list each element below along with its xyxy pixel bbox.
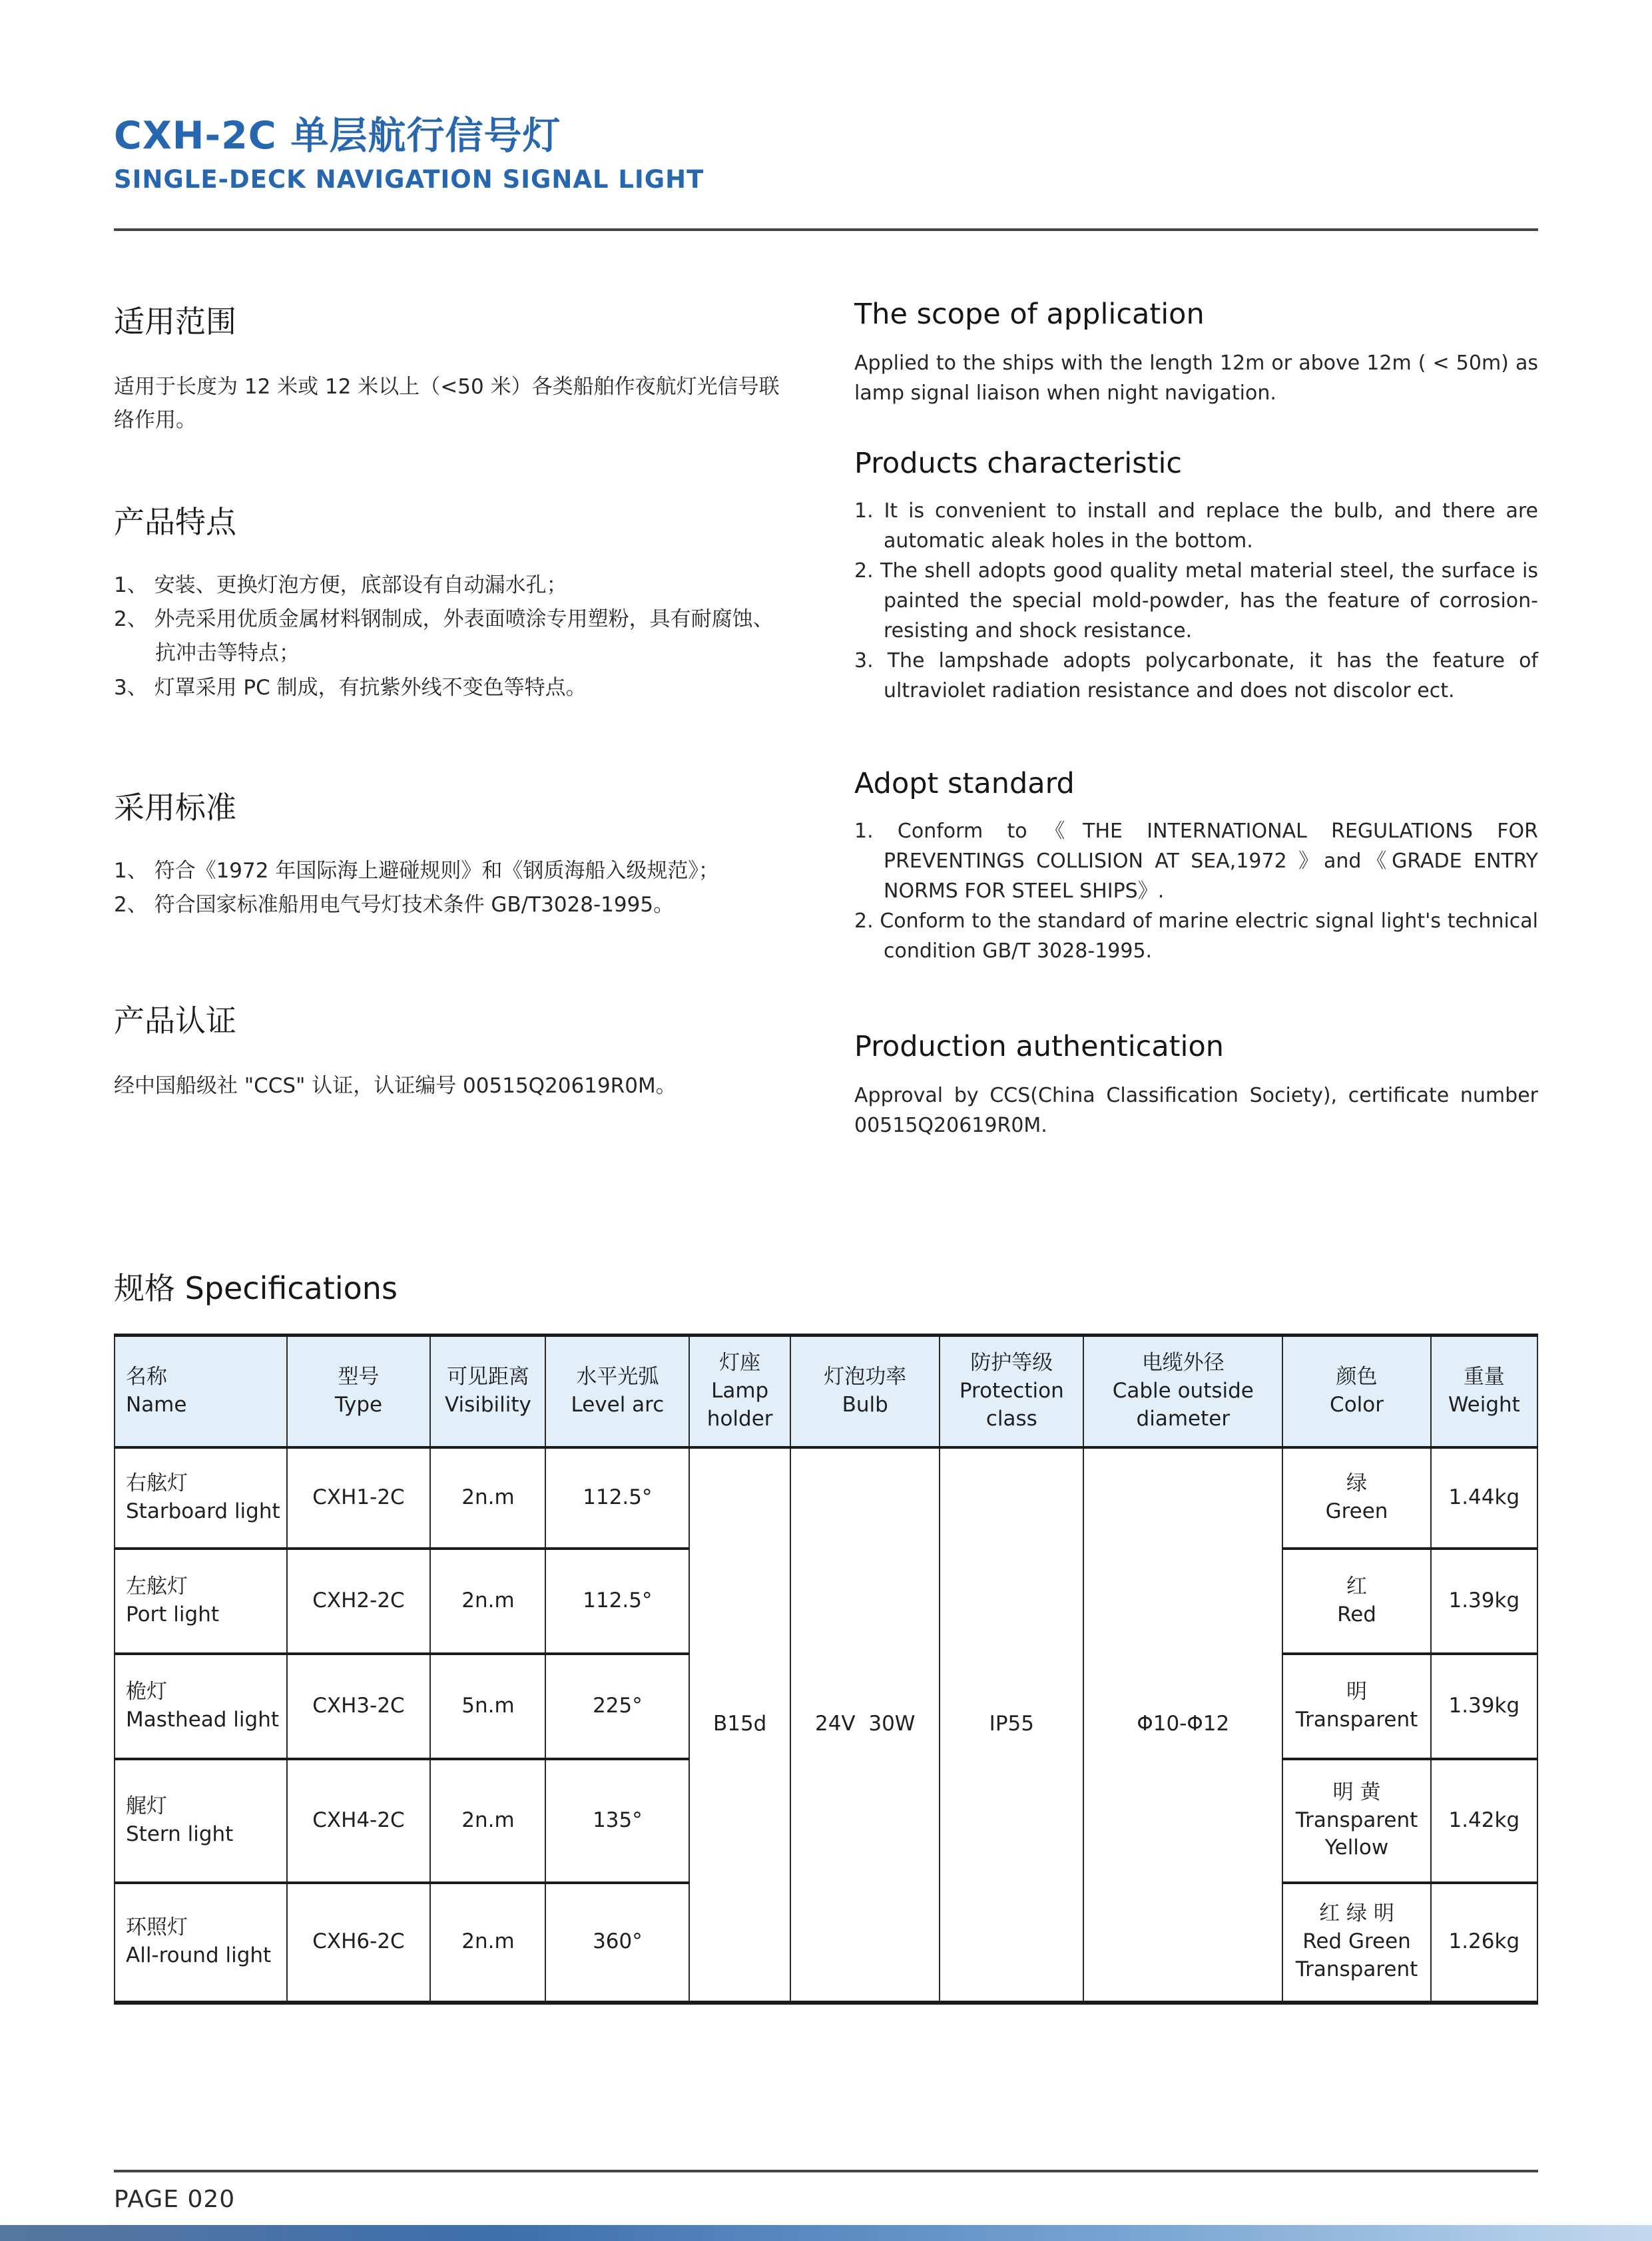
cell-cable-diameter-merged: Φ10-Φ12 <box>1083 1447 1282 2003</box>
col-header-bulb: 灯泡功率 Bulb <box>790 1336 940 1447</box>
cell-name: 环照灯 All-round light <box>115 1883 287 2003</box>
scope-heading-cn: 适用范围 <box>114 304 236 340</box>
auth-heading-en: Production authentication <box>854 1030 1225 1063</box>
cell-type: CXH4-2C <box>287 1759 431 1883</box>
cell-level-arc: 112.5° <box>545 1549 689 1654</box>
cell-level-arc: 225° <box>545 1654 689 1759</box>
cell-weight: 1.42kg <box>1431 1759 1537 1883</box>
cell-color: 绿 Green <box>1282 1447 1430 1549</box>
chinese-column <box>114 298 785 1140</box>
scope-body-en: Applied to the ships with the length 12m or above 12m ( < 50m) as lamp signal liaison when night navigation. <box>854 352 1538 405</box>
col-header-name: 名称 Name <box>115 1336 287 1447</box>
table-header-row <box>115 1336 1537 1447</box>
features-list-cn <box>114 569 785 705</box>
list-item: 2. Conform to the standard of marine electric signal light's technical condition GB/T 3028-1995. <box>854 909 1538 963</box>
list-item: 2、 符合国家标准船用电气号灯技术条件 GB/T3028-1995。 <box>114 892 675 917</box>
list-item: 3、 灯罩采用 PC 制成，有抗紫外线不变色等特点。 <box>114 675 587 700</box>
page-title: CXH-2C 单层航行信号灯 <box>114 114 561 158</box>
cell-type: CXH3-2C <box>287 1654 431 1759</box>
english-column <box>854 298 1538 1140</box>
section-specifications <box>114 1264 1538 2005</box>
features-list-en <box>854 496 1538 706</box>
scope-body-cn: 适用于长度为 12 米或 12 米以上（<50 米）各类船舶作夜航灯光信号联络作用。 <box>114 375 780 432</box>
col-header-color: 颜色 Color <box>1282 1336 1430 1447</box>
col-header-weight: 重量 Weight <box>1431 1336 1537 1447</box>
list-item: 1、 符合《1972 年国际海上避碰规则》和《钢质海船入级规范》； <box>114 858 719 883</box>
page-number-label: PAGE 020 <box>114 2185 236 2213</box>
cell-color: 红 Red <box>1282 1549 1430 1654</box>
features-heading-en: Products characteristic <box>854 447 1183 480</box>
col-header-visibility: 可见距离 Visibility <box>430 1336 545 1447</box>
features-heading-cn: 产品特点 <box>114 504 236 541</box>
header-divider <box>114 228 1538 231</box>
page-subtitle: SINGLE-DECK NAVIGATION SIGNAL LIGHT <box>114 165 704 194</box>
spec-row-starboard-light <box>115 1447 1537 1549</box>
cell-level-arc: 135° <box>545 1759 689 1883</box>
section-auth-en <box>854 1030 1538 1140</box>
standard-list-en <box>854 816 1538 966</box>
cell-name: 右舷灯 Starboard light <box>115 1447 287 1549</box>
cell-bulb-merged: 24V 30W <box>790 1447 940 2003</box>
standard-heading-en: Adopt standard <box>854 767 1075 800</box>
standard-heading-cn: 采用标准 <box>114 789 236 826</box>
section-standard-en <box>854 767 1538 966</box>
footer-divider <box>114 2170 1538 2172</box>
cell-lamp-holder-merged: B15d <box>689 1447 790 2003</box>
cell-color: 明 Transparent <box>1282 1654 1430 1759</box>
page-header <box>114 105 1538 231</box>
bottom-accent-bar <box>0 2225 1652 2241</box>
list-item: 1. It is convenient to install and replace the bulb, and there are automatic aleak holes in the bottom. <box>854 499 1538 553</box>
cell-name: 左舷灯 Port light <box>115 1549 287 1654</box>
cell-visibility: 2n.m <box>430 1759 545 1883</box>
list-item: 1、 安装、更换灯泡方便，底部设有自动漏水孔； <box>114 573 567 598</box>
cell-type: CXH2-2C <box>287 1549 431 1654</box>
section-scope-en <box>854 298 1538 408</box>
specifications-table <box>114 1334 1538 2005</box>
cell-weight: 1.26kg <box>1431 1883 1537 2003</box>
col-header-protection-class: 防护等级 Protection class <box>940 1336 1083 1447</box>
cell-level-arc: 112.5° <box>545 1447 689 1549</box>
section-standard-cn <box>114 784 785 922</box>
section-auth-cn <box>114 997 785 1103</box>
cell-type: CXH1-2C <box>287 1447 431 1549</box>
standard-list-cn <box>114 854 785 922</box>
section-scope-cn <box>114 298 785 437</box>
cell-name: 桅灯 Masthead light <box>115 1654 287 1759</box>
list-item: 1. Conform to《THE INTERNATIONAL REGULATIONS FOR PREVENTINGS COLLISION AT SEA,1972 》and《GRADE ENTRY NORMS FOR STEEL SHIPS》. <box>854 820 1538 903</box>
cell-weight: 1.39kg <box>1431 1654 1537 1759</box>
cell-visibility: 2n.m <box>430 1447 545 1549</box>
cell-visibility: 2n.m <box>430 1883 545 2003</box>
cell-weight: 1.39kg <box>1431 1549 1537 1654</box>
list-item: 2、 外壳采用优质金属材料钢制成，外表面喷涂专用塑粉，具有耐腐蚀、抗冲击等特点； <box>114 607 774 666</box>
list-item: 3. The lampshade adopts polycarbonate, it has the feature of ultraviolet radiation resistance and does not discolor ect. <box>854 649 1538 702</box>
section-features-cn <box>114 498 785 705</box>
cell-protection-class-merged: IP55 <box>940 1447 1083 2003</box>
cell-color: 红 绿 明 Red Green Transparent <box>1282 1883 1430 2003</box>
col-header-level-arc: 水平光弧 Level arc <box>545 1336 689 1447</box>
two-column-body <box>114 298 1538 1140</box>
auth-heading-cn: 产品认证 <box>114 1003 236 1039</box>
cell-weight: 1.44kg <box>1431 1447 1537 1549</box>
col-header-cable-diameter: 电缆外径 Cable outside diameter <box>1083 1336 1282 1447</box>
auth-body-cn: 经中国船级社 "CCS" 认证，认证编号 00515Q20619R0M。 <box>114 1074 677 1099</box>
cell-level-arc: 360° <box>545 1883 689 2003</box>
col-header-type: 型号 Type <box>287 1336 431 1447</box>
list-item: 2. The shell adopts good quality metal material steel, the surface is painted the special mold-powder, has the feature of corrosion-resisting and shock resistance. <box>854 559 1538 642</box>
col-header-lamp-holder: 灯座 Lamp holder <box>689 1336 790 1447</box>
specifications-heading: 规格 Specifications <box>114 1270 398 1306</box>
cell-type: CXH6-2C <box>287 1883 431 2003</box>
cell-color: 明 黄 Transparent Yellow <box>1282 1759 1430 1883</box>
cell-visibility: 2n.m <box>430 1549 545 1654</box>
cell-name: 艉灯 Stern light <box>115 1759 287 1883</box>
cell-visibility: 5n.m <box>430 1654 545 1759</box>
scope-heading-en: The scope of application <box>854 298 1205 331</box>
auth-body-en: Approval by CCS(China Classification Society), certificate number 00515Q20619R0M. <box>854 1084 1538 1137</box>
section-features-en <box>854 447 1538 706</box>
page-footer <box>114 2170 1538 2213</box>
